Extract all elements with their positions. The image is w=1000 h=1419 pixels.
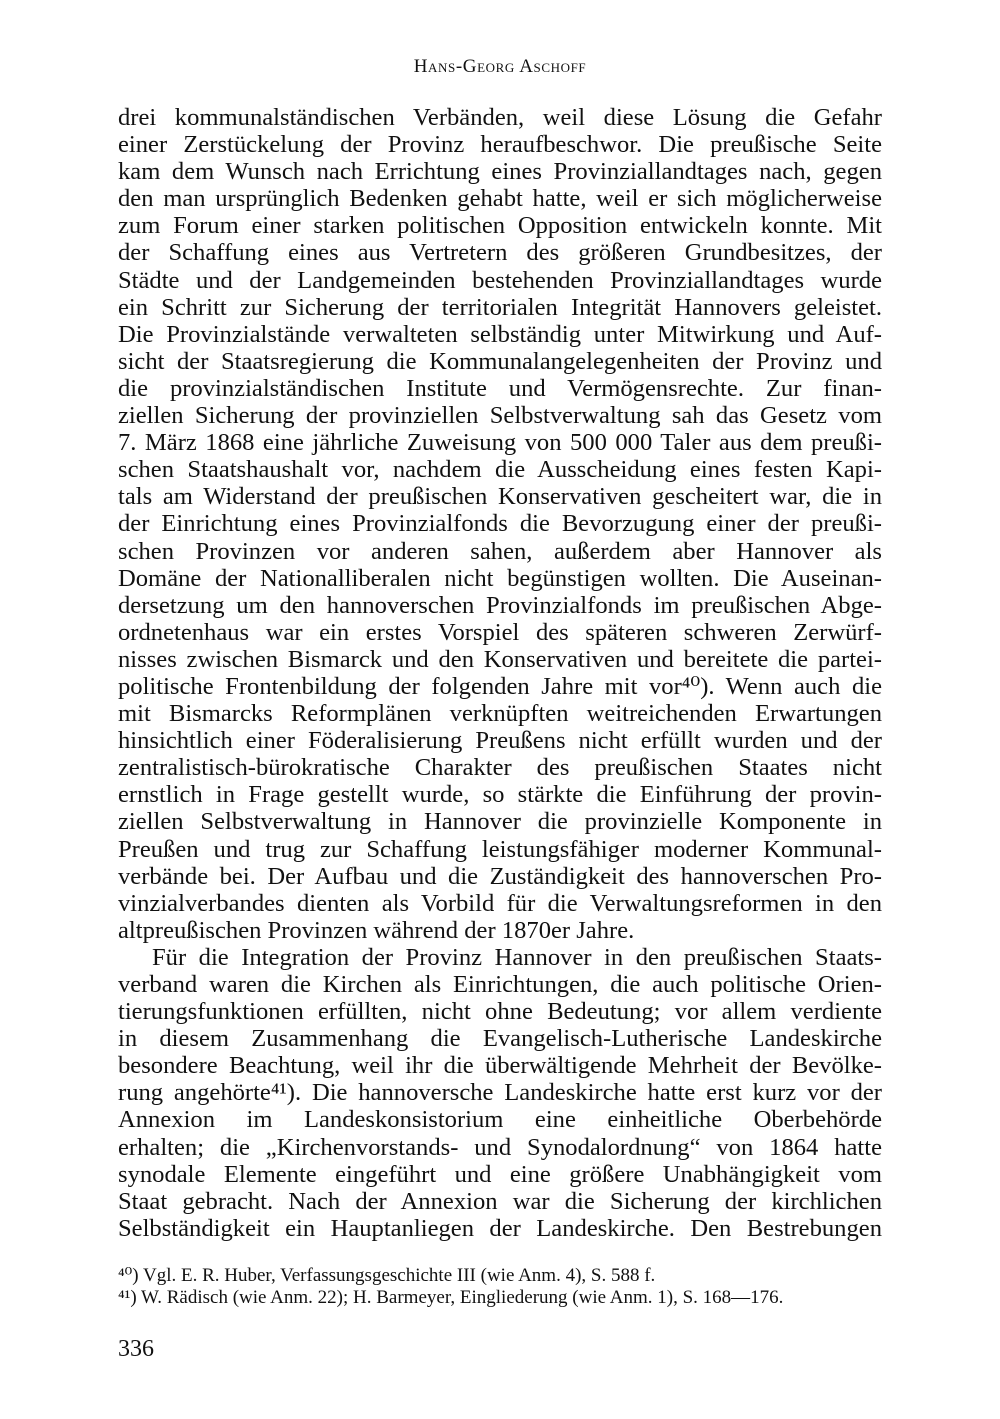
text-line: in diesem Zusammenhang die Evangelisch-Lutherische Landeskirche: [118, 1025, 882, 1053]
text-line: sicht der Staatsregierung die Kommunalangelegenheiten der Provinz und: [118, 347, 882, 375]
footnotes: [118, 1265, 882, 1309]
text-line: Preußen und trug zur Schaffung leistungsfähiger moderner Kommunal-: [118, 835, 882, 863]
text-line: Städte und der Landgemeinden bestehenden Provinziallandtages wurde: [118, 266, 882, 294]
text-line: hinsichtlich einer Föderalisierung Preußens nicht erfüllt wurden und der: [118, 727, 882, 755]
text-line: altpreußischen Provinzen während der 1870er Jahre.: [118, 916, 635, 944]
text-line: schen Provinzen vor anderen sahen, außerdem aber Hannover als: [118, 537, 882, 565]
text-line: der Einrichtung eines Provinzialfonds die Bevorzugung einer der preußi-: [118, 510, 882, 538]
text-line: Die Provinzialstände verwalteten selbständig unter Mitwirkung und Auf-: [118, 320, 882, 348]
text-line: Annexion im Landeskonsistorium eine einheitliche Oberbehörde: [118, 1106, 882, 1134]
text-line: 7. März 1868 eine jährliche Zuweisung von 500 000 Taler aus dem preußi-: [118, 429, 882, 457]
page-number: 336: [118, 1336, 154, 1362]
text-line: verbände bei. Der Aufbau und die Zuständigkeit des hannoverschen Pro-: [118, 862, 882, 890]
footnote: ⁴¹) W. Rädisch (wie Anm. 22); H. Barmeyer, Eingliederung (wie Anm. 1), S. 168—176.: [118, 1287, 784, 1308]
text-line: tierungsfunktionen erfüllten, nicht ohne Bedeutung; vor allem verdiente: [118, 998, 882, 1026]
running-head: Hans-Georg Aschoff: [413, 56, 587, 77]
text-line: zum Forum einer starken politischen Opposition entwickeln konnte. Mit: [118, 212, 882, 240]
text-line: ordnetenhaus war ein erstes Vorspiel des späteren schweren Zerwürf-: [118, 618, 882, 646]
paragraph-2: [118, 944, 882, 1242]
text-line: ziellen Selbstverwaltung in Hannover die provinzielle Komponente in: [118, 808, 882, 836]
text-line: ziellen Sicherung der provinziellen Selbstverwaltung sah das Gesetz vom: [118, 402, 882, 430]
body-text: [118, 104, 882, 1242]
text-line: verband waren die Kirchen als Einrichtungen, die auch politische Orien-: [118, 971, 882, 998]
text-line: schen Staatshaushalt vor, nachdem die Ausscheidung eines festen Kapi-: [118, 456, 882, 484]
text-line: Staat gebracht. Nach der Annexion war die Sicherung der kirchlichen: [118, 1187, 882, 1215]
text-line: besondere Beachtung, weil ihr die überwältigende Mehrheit der Bevölke-: [118, 1052, 882, 1080]
text-line: erhalten; die „Kirchenvorstands- und Synodalordnung“ von 1864 hatte: [118, 1133, 882, 1161]
text-line: einer Zerstückelung der Provinz heraufbeschwor. Die preußische Seite: [118, 131, 882, 159]
text-line: den man ursprünglich Bedenken gehabt hatte, weil er sich möglicherweise: [118, 185, 882, 213]
paragraph-1: [118, 104, 882, 944]
text-line: vinzialverbandes dienten als Vorbild für die Verwaltungsreformen in den: [118, 889, 882, 917]
text-line: ein Schritt zur Sicherung der territorialen Integrität Hannovers geleistet.: [118, 293, 882, 321]
text-line: die provinzialständischen Institute und Vermögensrechte. Zur finan-: [118, 374, 882, 402]
text-line: mit Bismarcks Reformplänen verknüpften weitreichenden Erwartungen: [118, 700, 882, 728]
text-line: synodale Elemente eingeführt und eine größere Unabhängigkeit vom: [118, 1160, 882, 1188]
text-line: nisses zwischen Bismarck und den Konservativen und bereitete die partei-: [118, 645, 882, 673]
text-line: zentralistisch-bürokratische Charakter des preußischen Staates nicht: [118, 754, 882, 782]
text-line: der Schaffung eines aus Vertretern des größeren Grundbesitzes, der: [118, 239, 882, 267]
text-line: kam dem Wunsch nach Errichtung eines Provinziallandtages nach, gegen: [118, 158, 882, 186]
text-line: ernstlich in Frage gestellt wurde, so stärkte die Einführung der provin-: [118, 781, 882, 809]
text-line: Selbständigkeit ein Hauptanliegen der Landeskirche. Den Bestrebungen: [118, 1214, 882, 1242]
text-line: Für die Integration der Provinz Hannover in den preußischen Staats-: [152, 943, 882, 971]
text-line: tals am Widerstand der preußischen Konservativen gescheitert war, die in: [118, 483, 882, 511]
footnote: ⁴⁰) Vgl. E. R. Huber, Verfassungsgeschichte III (wie Anm. 4), S. 588 f.: [118, 1265, 656, 1286]
text-line: drei kommunalständischen Verbänden, weil diese Lösung die Gefahr: [118, 104, 882, 131]
text-line: Domäne der Nationalliberalen nicht begünstigen wollten. Die Auseinan-: [118, 564, 882, 592]
text-line: rung angehörte⁴¹). Die hannoversche Landeskirche hatte erst kurz vor der: [118, 1079, 882, 1107]
text-line: politische Frontenbildung der folgenden Jahre mit vor⁴⁰). Wenn auch die: [118, 672, 882, 700]
text-line: dersetzung um den hannoverschen Provinzialfonds im preußischen Abge-: [118, 591, 882, 619]
